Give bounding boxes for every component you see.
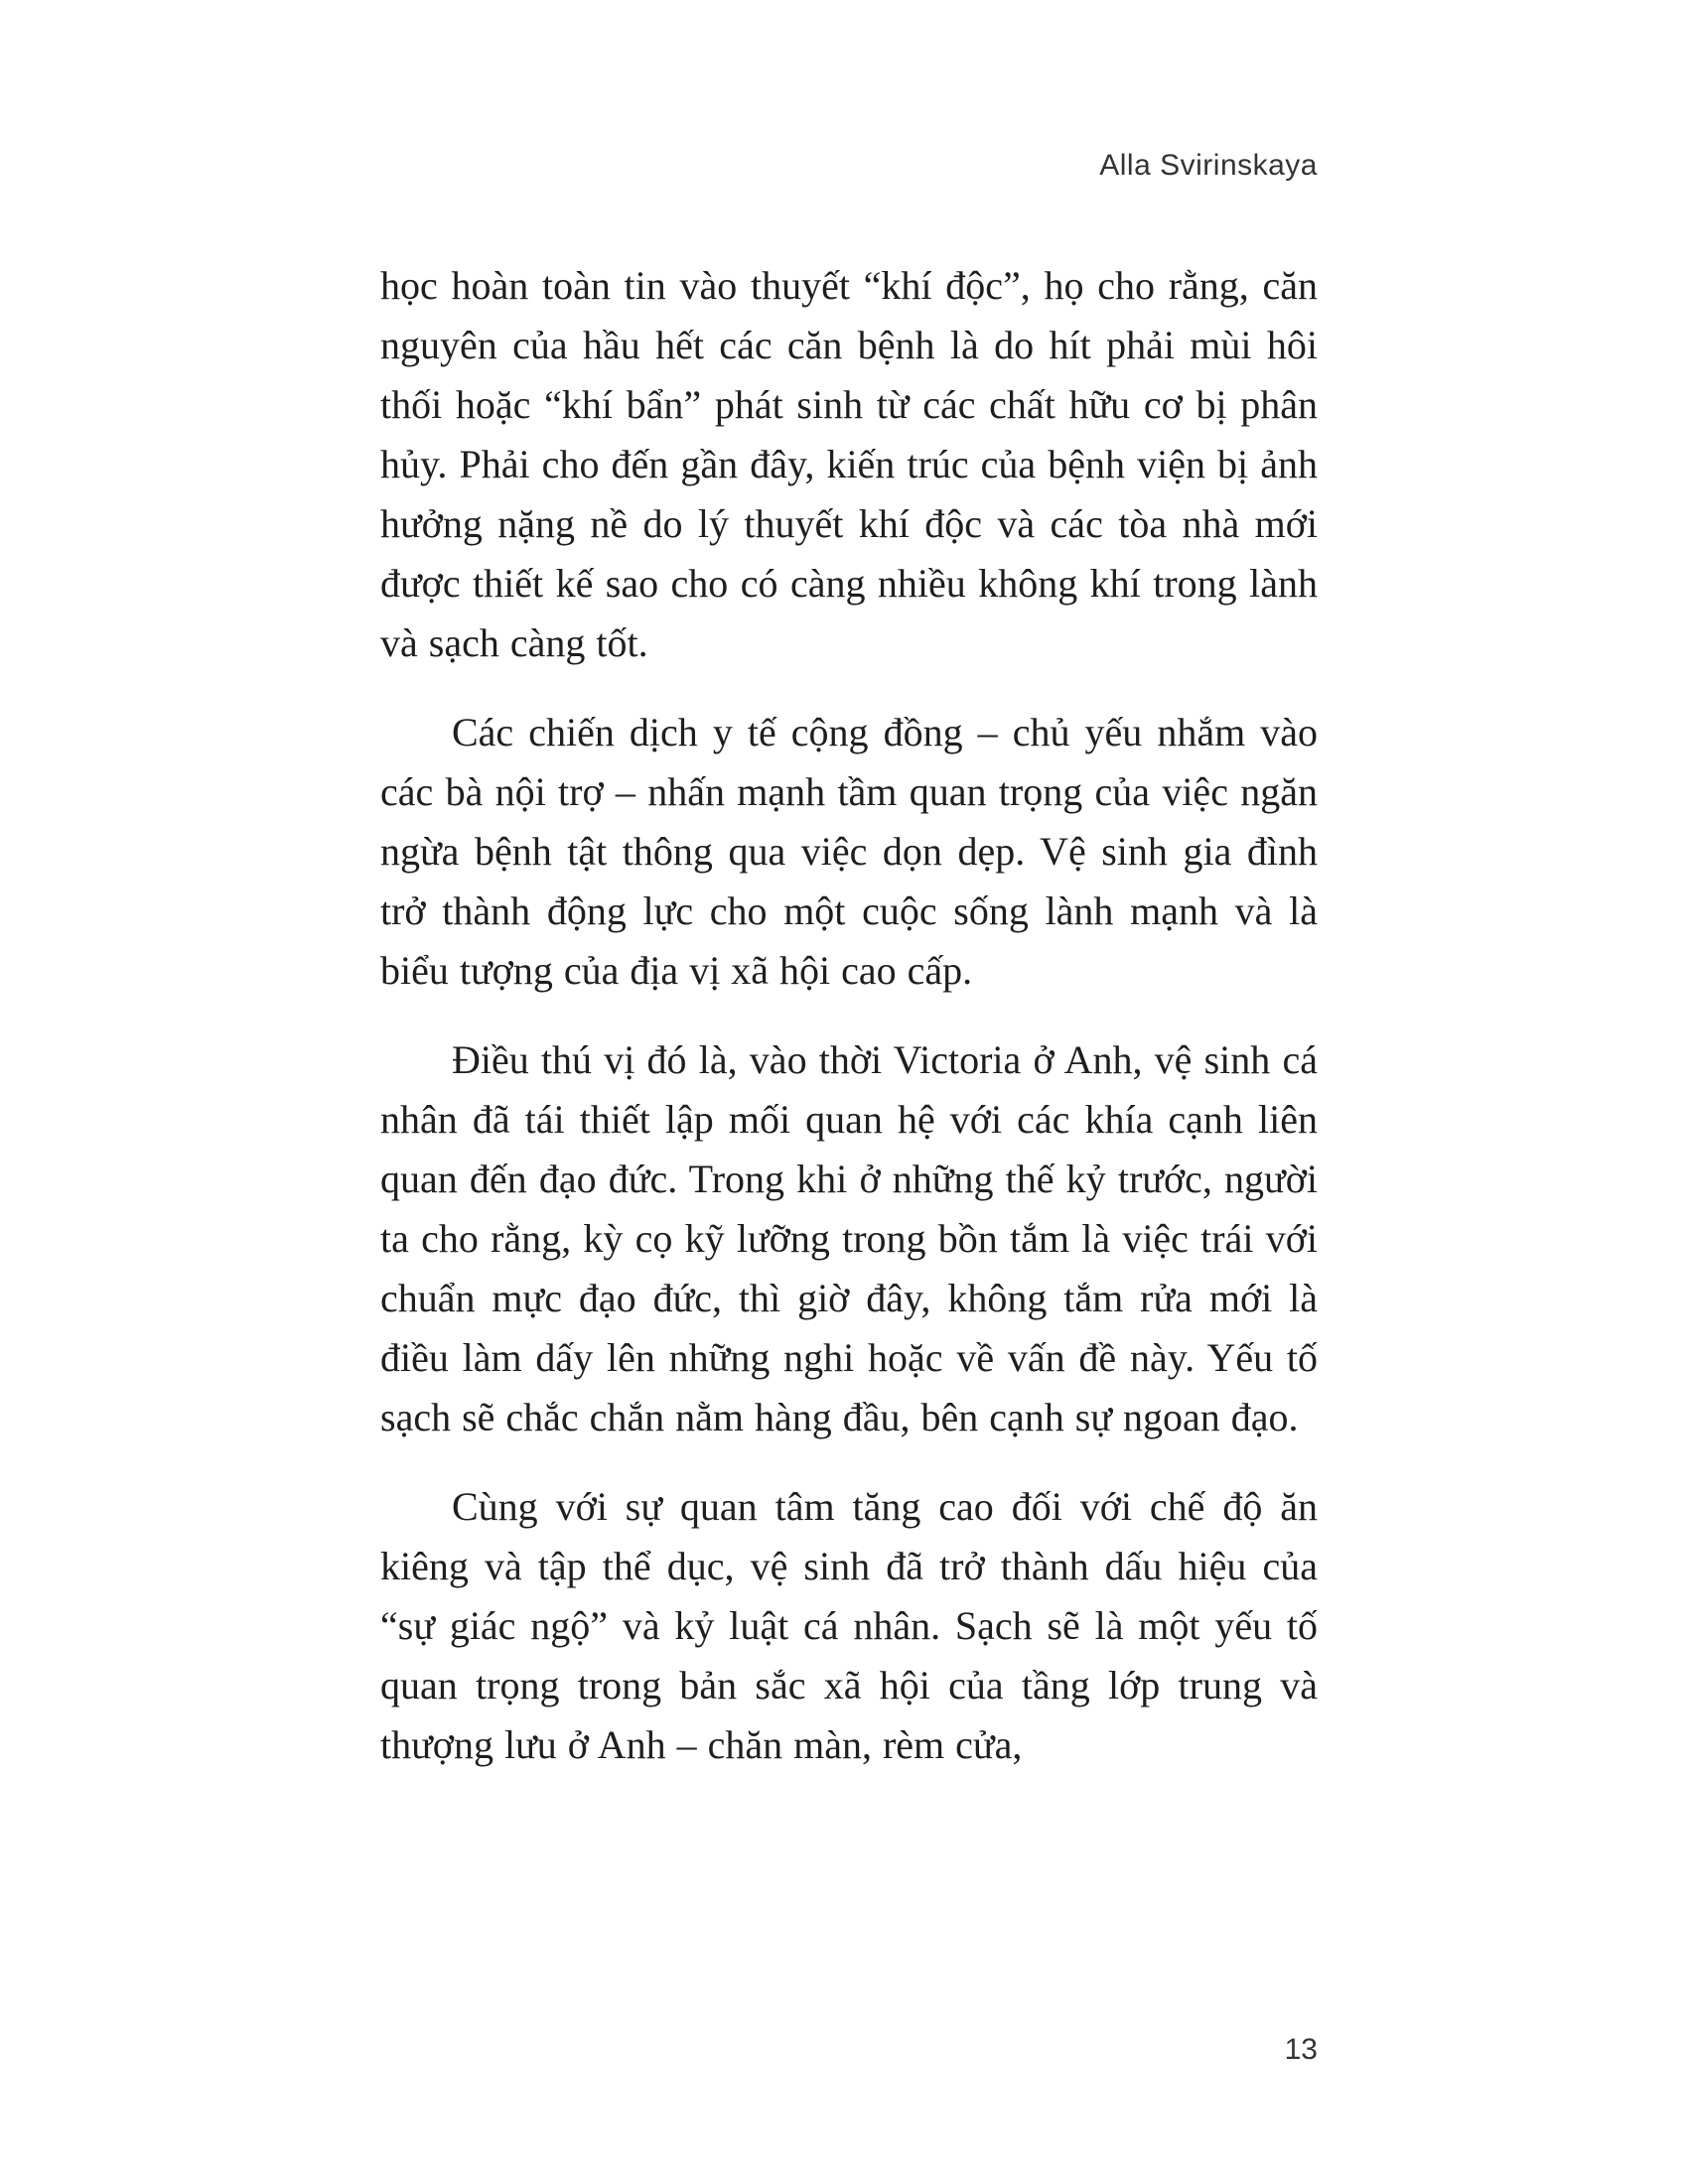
paragraph: Các chiến dịch y tế cộng đồng – chủ yếu nhắm vào các bà nội trợ – nhấn mạnh tầm quan trọng của việc ngăn ngừa bệnh tật thông qua việc dọn dẹp. Vệ sinh gia đình trở thành động lực cho một cuộc sống lành mạnh và là biểu tượng của địa vị xã hội cao cấp.: [380, 710, 1318, 993]
body-text: [380, 256, 1318, 1775]
paragraph: Điều thú vị đó là, vào thời Victoria ở Anh, vệ sinh cá nhân đã tái thiết lập mối quan hệ với các khía cạnh liên quan đến đạo đức. Trong khi ở những thế kỷ trước, người ta cho rằng, kỳ cọ kỹ lưỡng trong bồn tắm là việc trái với chuẩn mực đạo đức, thì giờ đây, không tắm rửa mới là điều làm dấy lên những nghi hoặc về vấn đề này. Yếu tố sạch sẽ chắc chắn nằm hàng đầu, bên cạnh sự ngoan đạo.: [380, 1037, 1318, 1439]
paragraph: học hoàn toàn tin vào thuyết “khí độc”, họ cho rằng, căn nguyên của hầu hết các căn bệnh là do hít phải mùi hôi thối hoặc “khí bẩn” phát sinh từ các chất hữu cơ bị phân hủy. Phải cho đến gần đây, kiến trúc của bệnh viện bị ảnh hưởng nặng nề do lý thuyết khí độc và các tòa nhà mới được thiết kế sao cho có càng nhiều không khí trong lành và sạch càng tốt.: [380, 263, 1318, 665]
page-number: 13: [1284, 2033, 1318, 2066]
paragraph: Cùng với sự quan tâm tăng cao đối với chế độ ăn kiêng và tập thể dục, vệ sinh đã trở thành dấu hiệu của “sự giác ngộ” và kỷ luật cá nhân. Sạch sẽ là một yếu tố quan trọng trong bản sắc xã hội của tầng lớp trung và thượng lưu ở Anh – chăn màn, rèm cửa,: [380, 1484, 1318, 1767]
content-column: [380, 149, 1318, 1805]
running-header-author: Alla Svirinskaya: [1099, 149, 1318, 182]
